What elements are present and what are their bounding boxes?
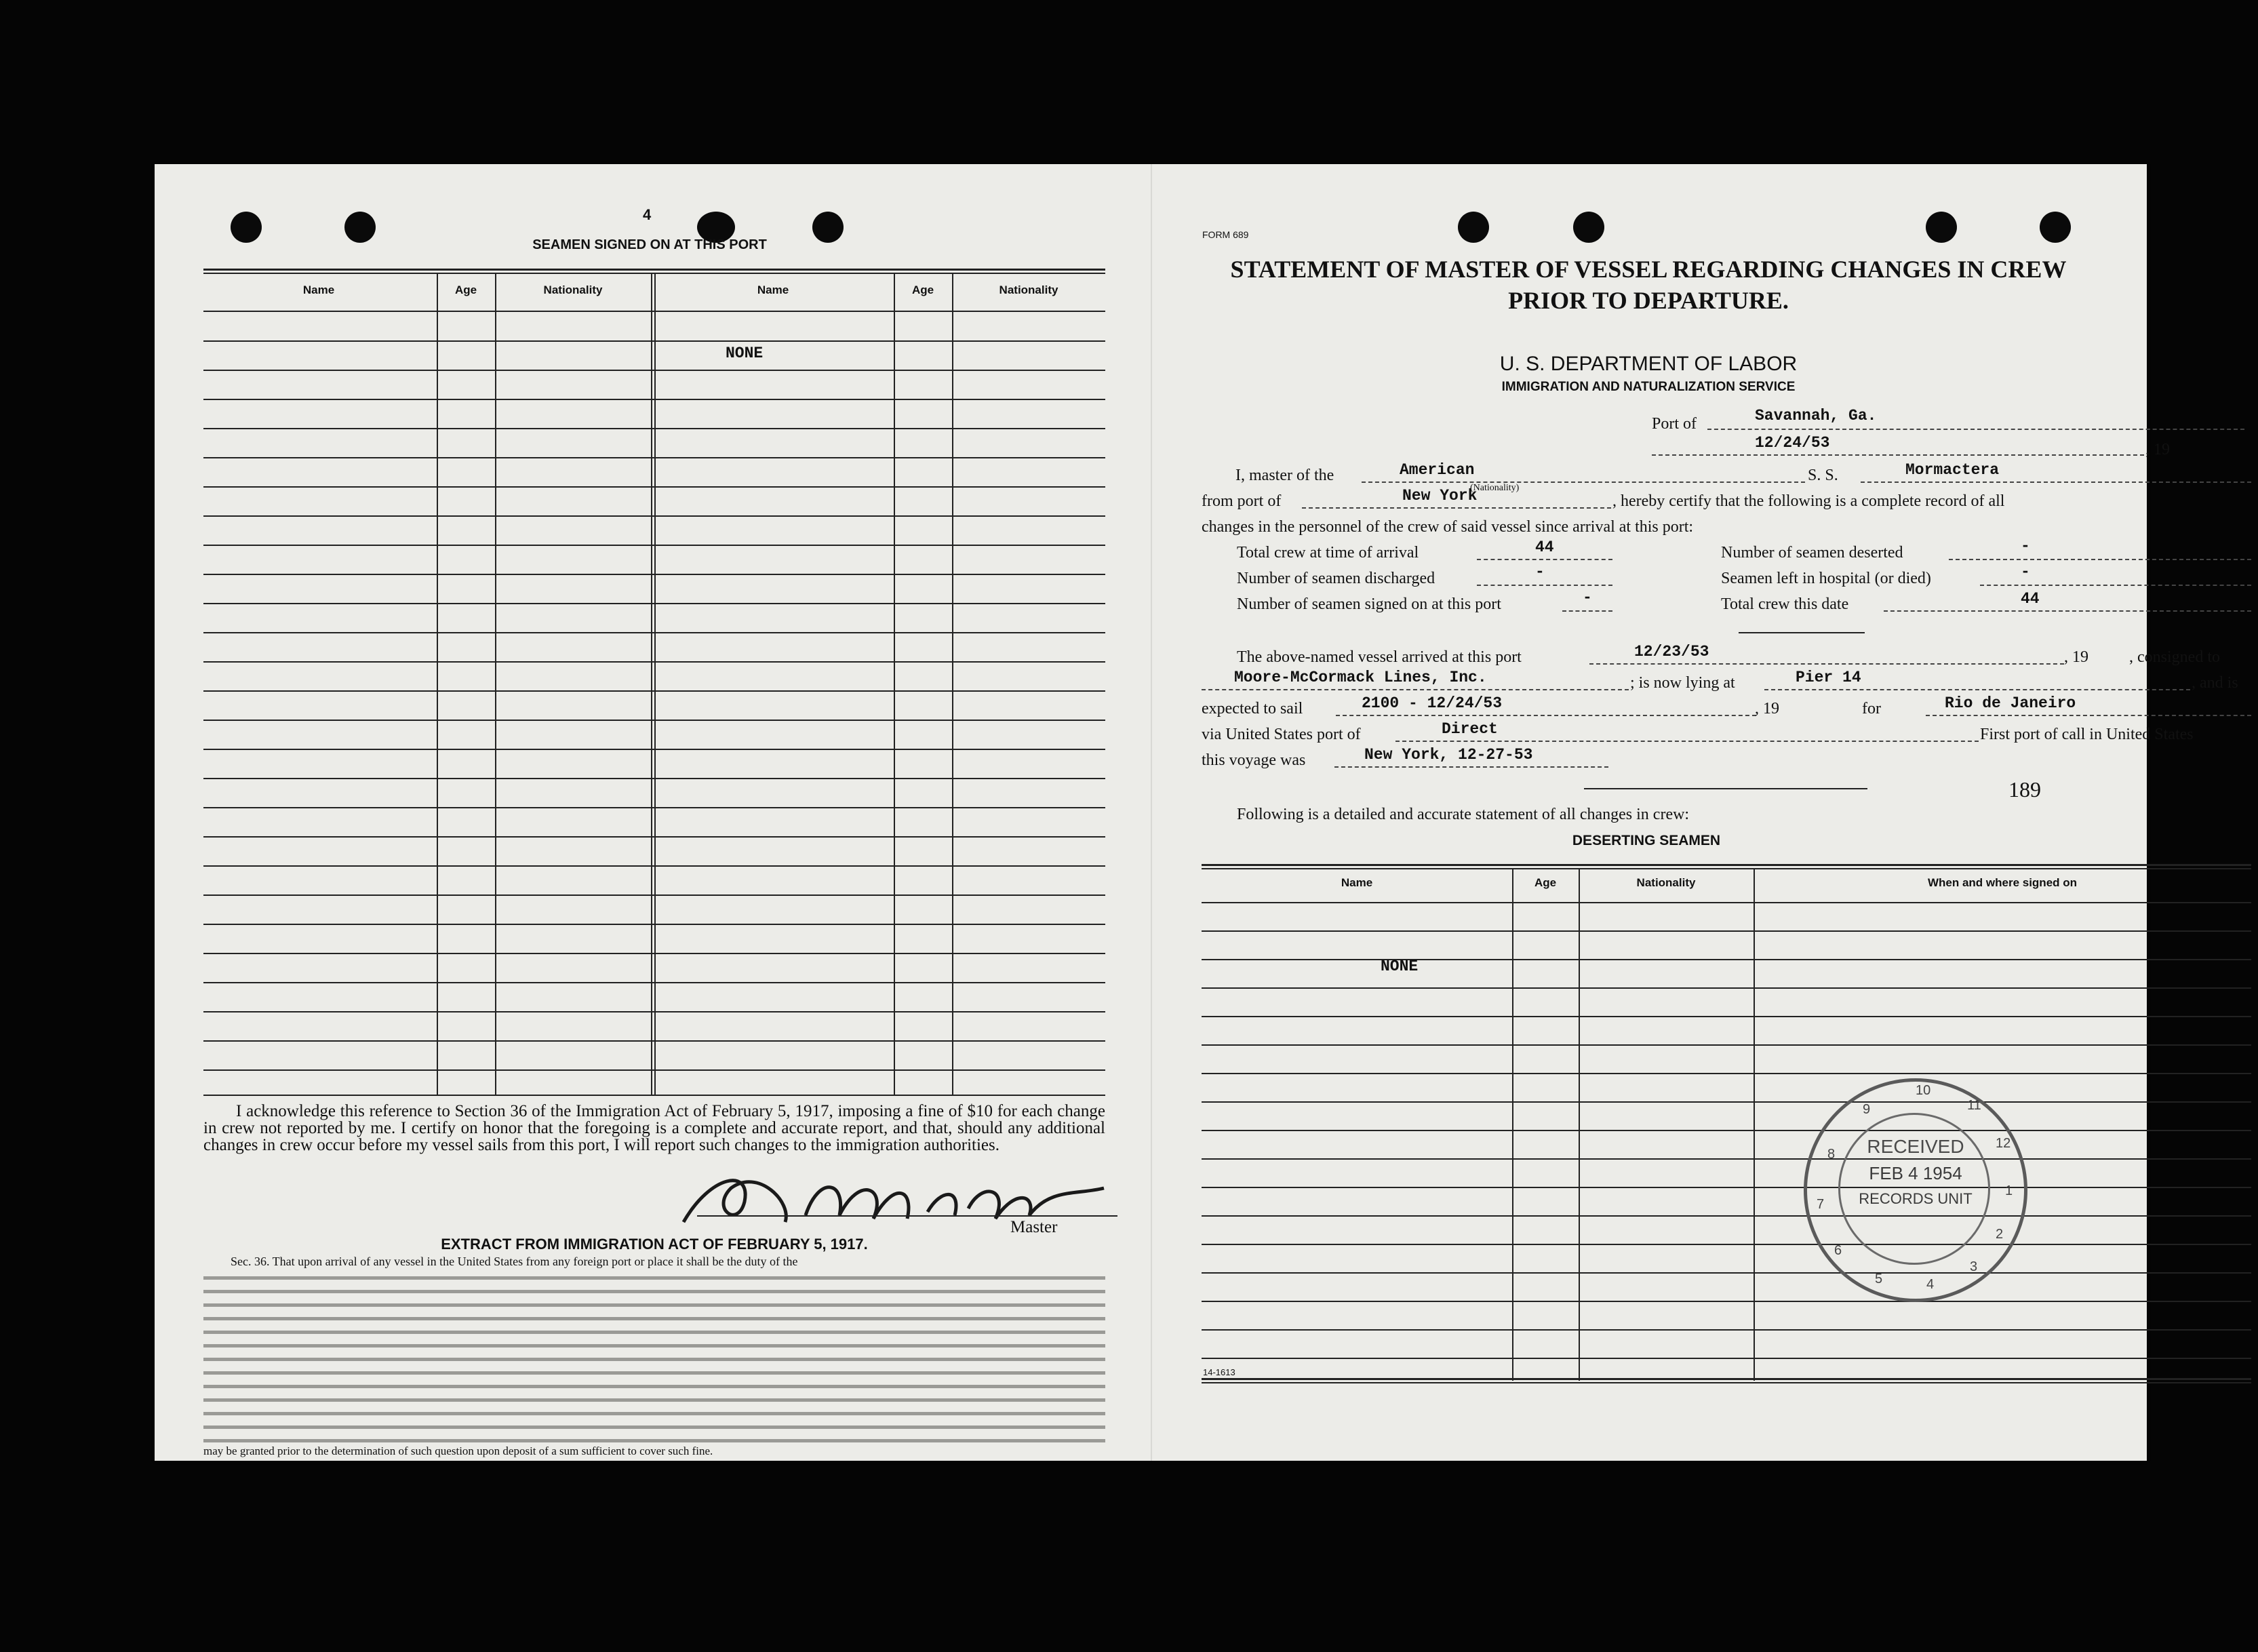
- col-header-age: Age: [454, 283, 477, 296]
- stamp-ring-number: 3: [1970, 1259, 1978, 1274]
- deserted-label: Number of seamen deserted: [1721, 544, 1903, 562]
- via-label: via United States port of: [1202, 726, 1361, 743]
- sail-year: , 19: [1755, 700, 1779, 717]
- punch-hole: [1926, 212, 1957, 243]
- stamp-ring-number: 6: [1834, 1243, 1842, 1258]
- deserted-value: -: [2021, 537, 2030, 555]
- year-prefix: , 19: [2145, 441, 2170, 458]
- sail-value: 2100 - 12/24/53: [1362, 694, 1503, 712]
- changes-text: changes in the personnel of the crew of said vessel since arrival at this port:: [1202, 518, 1694, 536]
- consigned-label: , 19 , consigned to: [2064, 648, 2220, 666]
- punch-hole: [344, 212, 376, 243]
- form-number: FORM 689: [1202, 229, 1249, 240]
- col-header-nationality: Nationality: [999, 283, 1058, 296]
- extract-title: EXTRACT FROM IMMIGRATION ACT OF FEBRUARY 5, 1917.: [441, 1236, 868, 1253]
- for-label: for: [1862, 700, 1881, 717]
- ss-label: S. S.: [1808, 467, 1838, 484]
- punch-hole: [1458, 212, 1489, 243]
- stamp-ring-number: 10: [1916, 1083, 1931, 1098]
- punch-hole: [231, 212, 262, 243]
- punch-hole: [812, 212, 844, 243]
- service-name: IMMIGRATION AND NATURALIZATION SERVICE: [1501, 380, 1796, 394]
- col-header-signed-on: When and where signed on: [1927, 876, 2078, 889]
- voyage-label: this voyage was: [1202, 751, 1306, 769]
- master-label: I, master of the: [1235, 467, 1334, 484]
- col-header-name: Name: [1341, 876, 1373, 889]
- form-title-line2: PRIOR TO DEPARTURE.: [1508, 287, 1789, 314]
- consignee-value: Moore-McCormack Lines, Inc.: [1234, 669, 1487, 686]
- and-is-label: , and is: [2192, 674, 2238, 692]
- form-title: [1197, 254, 2099, 316]
- punch-hole: [2040, 212, 2071, 243]
- stamp-ring-number: 4: [1926, 1277, 1935, 1292]
- col-header-age: Age: [1534, 876, 1557, 889]
- page-number: 4: [643, 206, 652, 223]
- stamp-ring-number: 9: [1863, 1102, 1871, 1117]
- from-port-value: New York: [1402, 487, 1478, 505]
- first-call-label: First port of call in United States: [1980, 726, 2194, 743]
- col-header-age: Age: [911, 283, 934, 296]
- extract-opening: Sec. 36. That upon arrival of any vessel in the United States from any foreign port or place it shall be the duty of the: [231, 1255, 798, 1268]
- form-title-line1: STATEMENT OF MASTER OF VESSEL REGARDING CHANGES IN CREW: [1230, 256, 2067, 283]
- stamp-ring-number: 5: [1875, 1272, 1883, 1286]
- discharged-value: -: [1535, 563, 1545, 581]
- stamp-date: FEB 4 1954: [1869, 1163, 1962, 1183]
- arrived-value: 12/23/53: [1634, 643, 1709, 661]
- ship-value: Mormactera: [1905, 461, 2000, 479]
- deserting-title: DESERTING SEAMEN: [1572, 833, 1721, 848]
- form-sheet: [155, 164, 2238, 1461]
- following-text: Following is a detailed and accurate statement of all changes in crew:: [1237, 806, 1690, 823]
- arrived-label: The above-named vessel arrived at this port: [1237, 648, 1522, 666]
- table-entry-none: NONE: [726, 345, 764, 362]
- pier-value: Pier 14: [1796, 669, 1861, 686]
- port-value: Savannah, Ga.: [1755, 407, 1877, 425]
- stamp-ring-number: 12: [1996, 1136, 2011, 1151]
- page-fold: [1151, 164, 1152, 1461]
- extract-closing: may be granted prior to the determination of such question upon deposit of a sum sufficient to cover such fine.: [203, 1444, 713, 1457]
- nationality-value: American: [1400, 461, 1475, 479]
- col-header-nationality: Nationality: [543, 283, 603, 296]
- date-value: 12/24/53: [1755, 434, 1830, 452]
- page-stamp-number: 189: [2008, 777, 2041, 802]
- col-header-nationality: Nationality: [1636, 876, 1696, 889]
- total-crew-date-label: Total crew this date: [1721, 595, 1849, 613]
- hospital-label: Seamen left in hospital (or died): [1721, 570, 1931, 587]
- section-title: SEAMEN SIGNED ON AT THIS PORT: [532, 237, 767, 252]
- received-stamp: [1804, 1078, 2027, 1302]
- total-crew-arrival-value: 44: [1535, 538, 1554, 556]
- stamp-ring-number: 2: [1996, 1227, 2004, 1242]
- department-name: U. S. DEPARTMENT OF LABOR: [1499, 353, 1798, 375]
- lying-label: ; is now lying at: [1630, 674, 1735, 692]
- via-value: Direct: [1442, 720, 1498, 738]
- col-header-name: Name: [302, 283, 335, 296]
- total-crew-arrival-label: Total crew at time of arrival: [1237, 544, 1419, 562]
- hospital-value: -: [2021, 563, 2030, 581]
- sail-label: expected to sail: [1202, 700, 1303, 717]
- stamp-ring-number: 8: [1827, 1147, 1836, 1162]
- stamp-ring-number: 7: [1817, 1197, 1825, 1212]
- signature-role-label: Master: [1010, 1218, 1058, 1236]
- voyage-value: New York, 12-27-53: [1364, 746, 1533, 764]
- certify-text: , hereby certify that the following is a complete record of all: [1612, 492, 2005, 510]
- nationality-caption: (Nationality): [1470, 483, 1520, 493]
- punch-hole: [1573, 212, 1604, 243]
- stamp-received: RECEIVED: [1867, 1136, 1964, 1157]
- signed-on-value: -: [1583, 589, 1592, 606]
- signed-on-label: Number of seamen signed on at this port: [1237, 595, 1501, 613]
- stamp-unit: RECORDS UNIT: [1859, 1190, 1973, 1207]
- col-header-name: Name: [757, 283, 789, 296]
- total-crew-date-value: 44: [2021, 590, 2040, 608]
- destination-value: Rio de Janeiro: [1945, 694, 2076, 712]
- acknowledgement-text: I acknowledge this reference to Section 36 of the Immigration Act of February 5, 1917, imposing a fine of $10 for each change in crew not reported by me. I certify on honor that the foregoing is a complete and accurate report, and that, should any additional changes in crew occur before my vessel sails from this port, I will report such changes to the immigration authorities.: [203, 1102, 1105, 1154]
- stamp-ring-number: 11: [1967, 1098, 1981, 1113]
- from-port-label: from port of: [1202, 492, 1282, 510]
- footer-code: 14-1613: [1203, 1367, 1235, 1377]
- stamp-ring-number: 1: [2005, 1183, 2013, 1198]
- port-label: Port of: [1652, 415, 1697, 433]
- deserting-entry-none: NONE: [1381, 958, 1419, 975]
- discharged-label: Number of seamen discharged: [1237, 570, 1435, 587]
